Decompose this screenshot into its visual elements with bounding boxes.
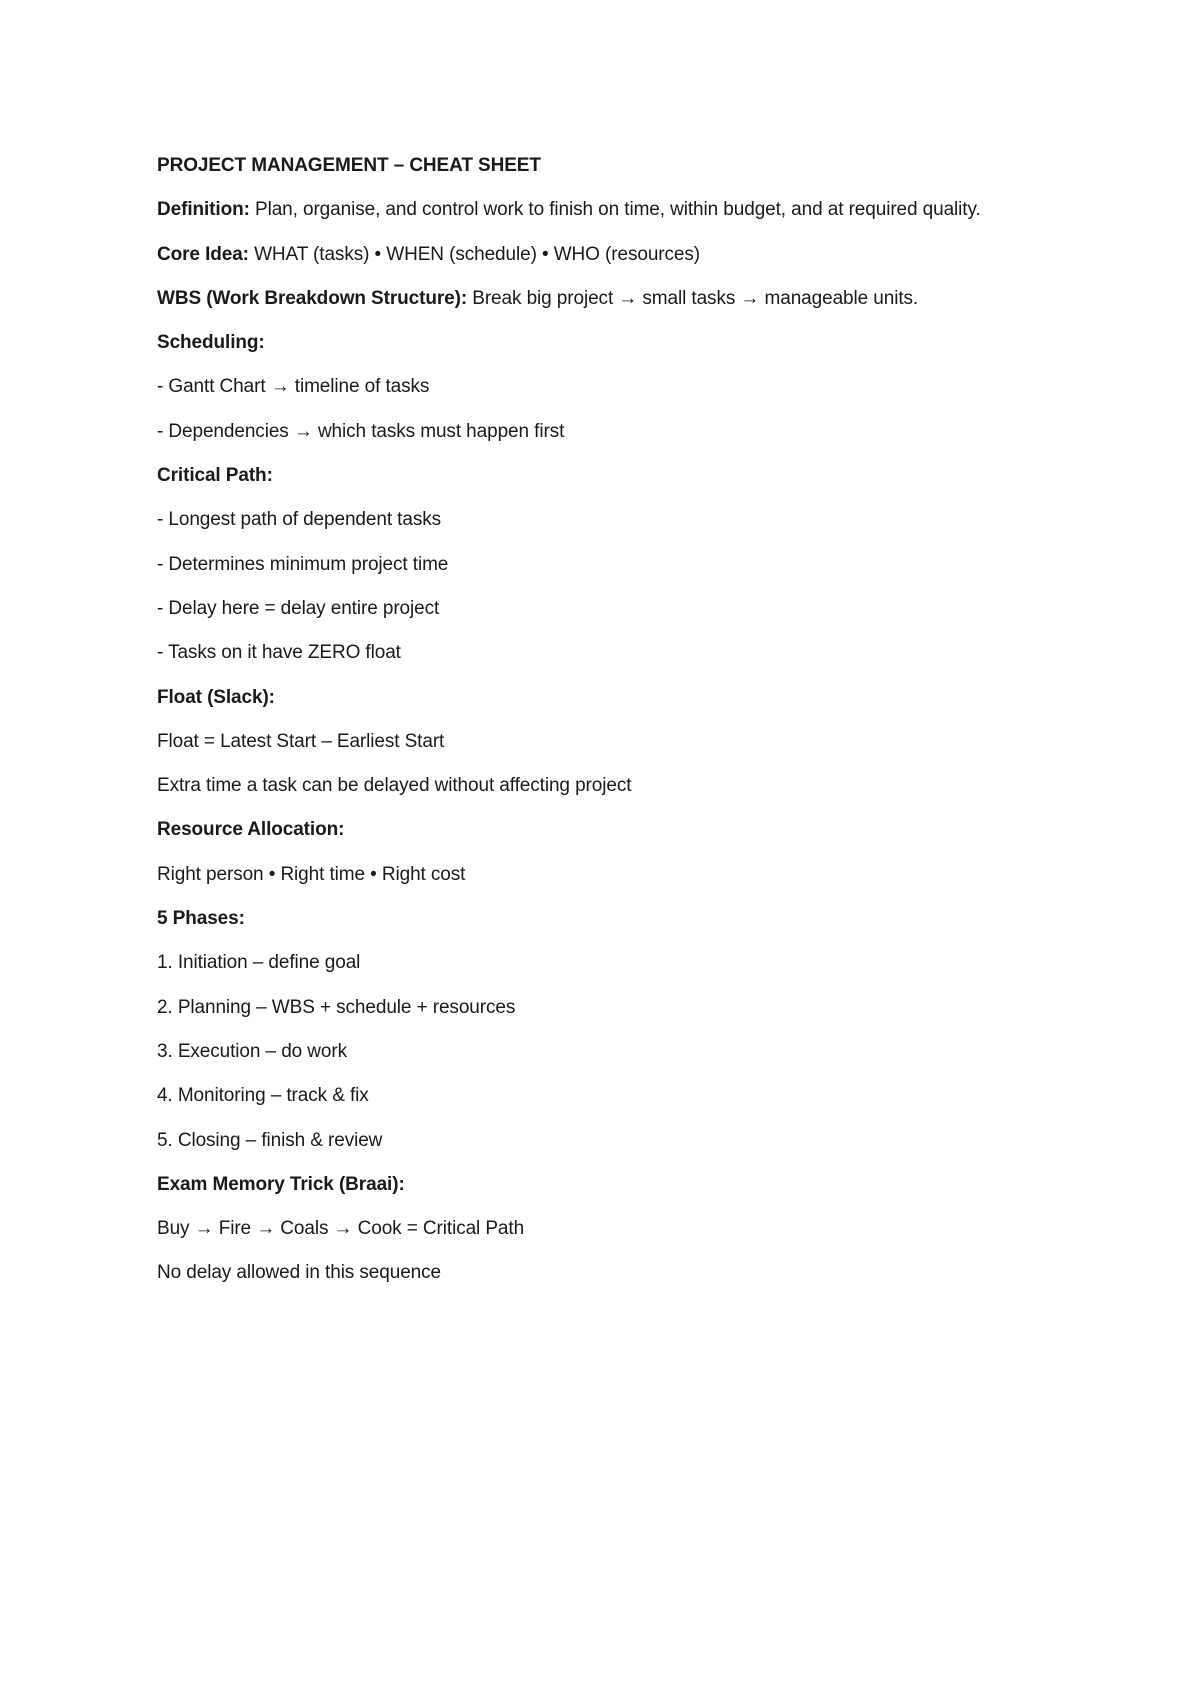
resource-allocation-text: Right person • Right time • Right cost [157, 863, 466, 885]
critical-path-heading: Critical Path: [157, 465, 273, 487]
scheduling-item: - Gantt Chart → timeline of tasks [157, 376, 430, 398]
memory-trick-note: No delay allowed in this sequence [157, 1262, 441, 1284]
phase-item: 3. Execution – do work [157, 1040, 348, 1062]
core-idea-text: WHAT (tasks) • WHEN (schedule) • WHO (resources) [248, 243, 701, 265]
float-formula: Float = Latest Start – Earliest Start [157, 730, 445, 752]
phase-item: 2. Planning – WBS + schedule + resources [157, 996, 516, 1018]
float-explanation: Extra time a task can be delayed without affecting project [157, 775, 632, 797]
definition-text: Plan, organise, and control work to finish on time, within budget, and at required quality. [249, 199, 981, 221]
scheduling-item: - Dependencies → which tasks must happen first [157, 420, 565, 442]
float-heading: Float (Slack): [157, 686, 275, 708]
core-idea-line [157, 244, 1117, 266]
phase-item: 5. Closing – finish & review [157, 1129, 383, 1151]
phase-item: 1. Initiation – define goal [157, 952, 361, 974]
resource-allocation-heading: Resource Allocation: [157, 819, 345, 841]
definition-line [157, 199, 1117, 221]
core-idea-label: Core Idea: [157, 243, 249, 265]
phase-item: 4. Monitoring – track & fix [157, 1085, 369, 1107]
memory-trick-sequence: Buy → Fire → Coals → Cook = Critical Path [157, 1218, 525, 1240]
critical-path-item: - Longest path of dependent tasks [157, 509, 442, 531]
wbs-line [157, 288, 1117, 310]
document-title: PROJECT MANAGEMENT – CHEAT SHEET [157, 155, 541, 176]
memory-trick-heading: Exam Memory Trick (Braai): [157, 1173, 405, 1195]
wbs-label: WBS (Work Breakdown Structure): [157, 287, 468, 309]
critical-path-item: - Delay here = delay entire project [157, 597, 440, 619]
phases-heading: 5 Phases: [157, 908, 245, 930]
critical-path-item: - Tasks on it have ZERO float [157, 642, 401, 664]
wbs-text: Break big project → small tasks → manageable units. [467, 287, 919, 309]
definition-label: Definition: [157, 199, 250, 221]
document-content [157, 155, 1117, 1307]
scheduling-heading: Scheduling: [157, 332, 265, 354]
critical-path-item: - Determines minimum project time [157, 553, 449, 575]
